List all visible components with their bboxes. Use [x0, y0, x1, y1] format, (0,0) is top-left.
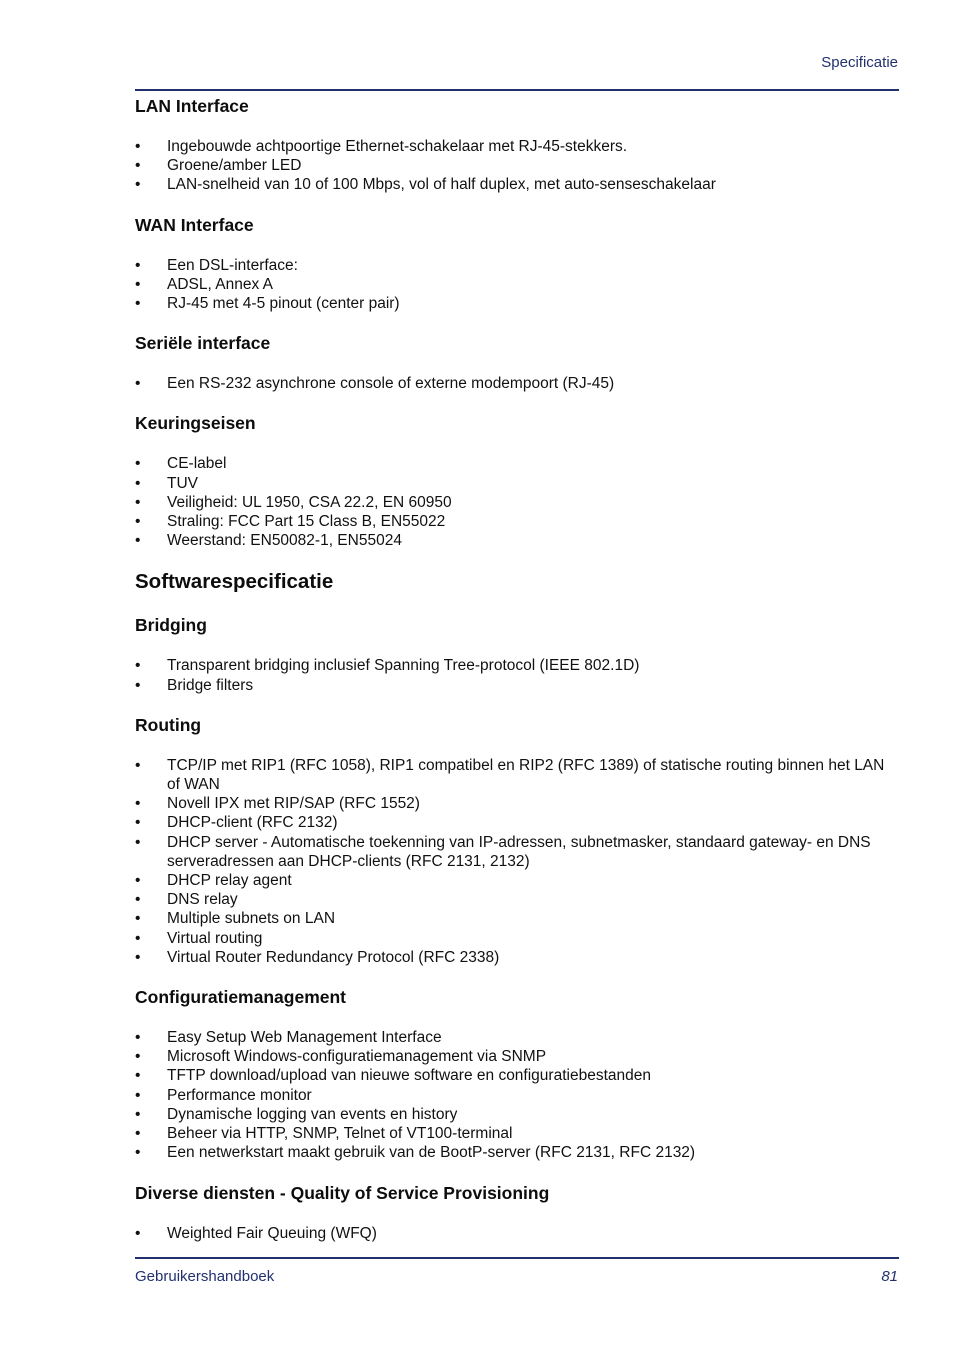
list-item	[135, 794, 899, 813]
bullet-icon: •	[135, 833, 141, 851]
list-item-text: TCP/IP met RIP1 (RFC 1058), RIP1 compatibel en RIP2 (RFC 1389) of statische routing binnen het LAN of WAN	[167, 756, 885, 794]
bullet-icon: •	[135, 1144, 141, 1162]
bullet-icon: •	[135, 1067, 141, 1085]
bullet-icon: •	[135, 1125, 141, 1143]
list-item-text: Virtual Router Redundancy Protocol (RFC 2338)	[167, 948, 500, 966]
list-item	[135, 676, 899, 695]
list-item	[135, 374, 899, 393]
list-item	[135, 531, 899, 550]
bullet-list	[135, 454, 899, 550]
list-item	[135, 175, 899, 194]
bullet-icon: •	[135, 1224, 141, 1242]
bullet-icon: •	[135, 814, 141, 832]
bullet-icon: •	[135, 872, 141, 890]
section-heading: LAN Interface	[135, 96, 249, 116]
hardware-spec-list	[135, 96, 899, 550]
bullet-icon: •	[135, 756, 141, 774]
list-item-text: Een RS-232 asynchrone console of externe modempoort (RJ-45)	[167, 375, 615, 393]
list-item	[135, 909, 899, 928]
list-item-text: Easy Setup Web Management Interface	[167, 1029, 442, 1047]
list-item-text: Performance monitor	[167, 1086, 312, 1104]
section-heading: Diverse diensten - Quality of Service Provisioning	[135, 1182, 550, 1203]
bullet-icon: •	[135, 1029, 141, 1047]
list-item	[135, 474, 899, 493]
bullet-icon: •	[135, 929, 141, 947]
list-item-text: Weighted Fair Queuing (WFQ)	[167, 1224, 377, 1242]
running-header: Specificatie	[821, 54, 898, 71]
bullet-list	[135, 137, 899, 195]
list-item-text: DNS relay	[167, 891, 238, 909]
list-item	[135, 1143, 899, 1162]
bullet-icon: •	[135, 948, 141, 966]
list-item-text: Novell IPX met RIP/SAP (RFC 1552)	[167, 795, 420, 813]
bullet-icon: •	[135, 455, 141, 473]
list-item-text: ADSL, Annex A	[167, 275, 273, 293]
bullet-icon: •	[135, 474, 141, 492]
list-item	[135, 1028, 899, 1047]
list-item-text: Beheer via HTTP, SNMP, Telnet of VT100-terminal	[167, 1125, 513, 1143]
bullet-icon: •	[135, 910, 141, 928]
list-item-text: Multiple subnets on LAN	[167, 910, 336, 928]
bullet-list	[135, 656, 899, 694]
bullet-icon: •	[135, 157, 141, 175]
list-item-text: Groene/amber LED	[167, 157, 302, 175]
list-item-text: Een netwerkstart maakt gebruik van de BootP-server (RFC 2131, RFC 2132)	[167, 1144, 696, 1162]
bullet-list	[135, 756, 899, 967]
software-title: Softwarespecificatie	[135, 570, 334, 594]
bullet-icon: •	[135, 176, 141, 194]
software-spec-list	[135, 615, 899, 1242]
list-item	[135, 512, 899, 531]
list-item	[135, 493, 899, 512]
list-item	[135, 1224, 899, 1243]
list-item-text: Virtual routing	[167, 929, 263, 947]
list-item	[135, 948, 899, 967]
footer-rule	[135, 1257, 899, 1259]
list-item	[135, 929, 899, 948]
bullet-icon: •	[135, 375, 141, 393]
list-item-text: Weerstand: EN50082-1, EN55024	[167, 532, 402, 550]
bullet-icon: •	[135, 275, 141, 293]
bullet-list	[135, 256, 899, 314]
footer-title: Gebruikershandboek	[135, 1268, 275, 1285]
page-number: 81	[881, 1268, 898, 1285]
list-item-text: Veiligheid: UL 1950, CSA 22.2, EN 60950	[167, 493, 452, 511]
bullet-list	[135, 1224, 899, 1243]
bullet-icon: •	[135, 891, 141, 909]
list-item-text: Een DSL-interface:	[167, 256, 298, 274]
bullet-icon: •	[135, 1086, 141, 1104]
bullet-icon: •	[135, 795, 141, 813]
section-heading: Routing	[135, 714, 202, 735]
bullet-icon: •	[135, 295, 141, 313]
list-item	[135, 275, 899, 294]
bullet-list	[135, 374, 899, 393]
bullet-icon: •	[135, 256, 141, 274]
section-heading: Seriële interface	[135, 333, 271, 354]
bullet-icon: •	[135, 513, 141, 531]
bullet-icon: •	[135, 676, 141, 694]
list-item	[135, 454, 899, 473]
list-item	[135, 1086, 899, 1105]
list-item-text: Ingebouwde achtpoortige Ethernet-schakelaar met RJ-45-stekkers.	[167, 138, 628, 155]
list-item-text: Microsoft Windows-configuratiemanagement via SNMP	[167, 1048, 547, 1066]
list-item	[135, 1066, 899, 1085]
bullet-list	[135, 1028, 899, 1162]
section-heading: Bridging	[135, 615, 207, 636]
list-item	[135, 813, 899, 832]
list-item	[135, 137, 899, 156]
bullet-icon: •	[135, 138, 141, 155]
list-item	[135, 833, 899, 871]
list-item-text: RJ-45 met 4-5 pinout (center pair)	[167, 295, 400, 313]
list-item-text: DHCP-client (RFC 2132)	[167, 814, 338, 832]
section-heading: Configuratiemanagement	[135, 987, 346, 1008]
list-item	[135, 1105, 899, 1124]
section-heading: WAN Interface	[135, 214, 254, 235]
list-item-text: Straling: FCC Part 15 Class B, EN55022	[167, 513, 446, 531]
bullet-icon: •	[135, 532, 141, 550]
bullet-icon: •	[135, 1105, 141, 1123]
list-item	[135, 1047, 899, 1066]
list-item-text: DHCP server - Automatische toekenning van IP-adressen, subnetmasker, standaard gateway- en DNS serveradressen aan DHCP-clients (RFC 2131, 2132)	[167, 833, 871, 870]
list-item-text: Dynamische logging van events en history	[167, 1105, 458, 1123]
list-item	[135, 156, 899, 175]
list-item	[135, 656, 899, 675]
list-item-text: TFTP download/upload van nieuwe software en configuratiebestanden	[167, 1067, 651, 1085]
bullet-icon: •	[135, 657, 141, 675]
list-item	[135, 871, 899, 890]
list-item-text: Bridge filters	[167, 676, 254, 694]
section-heading: Keuringseisen	[135, 413, 256, 434]
list-item-text: DHCP relay agent	[167, 872, 292, 890]
list-item	[135, 890, 899, 909]
bullet-icon: •	[135, 1048, 141, 1066]
header-rule	[135, 89, 899, 91]
bullet-icon: •	[135, 493, 141, 511]
list-item-text: CE-label	[167, 455, 227, 473]
list-item	[135, 756, 899, 794]
list-item-text: LAN-snelheid van 10 of 100 Mbps, vol of half duplex, met auto-senseschakelaar	[167, 176, 716, 194]
list-item	[135, 256, 899, 275]
list-item	[135, 1124, 899, 1143]
list-item-text: TUV	[167, 474, 198, 492]
page-content	[135, 96, 899, 1263]
list-item-text: Transparent bridging inclusief Spanning Tree-protocol (IEEE 802.1D)	[167, 657, 640, 675]
list-item	[135, 294, 899, 313]
